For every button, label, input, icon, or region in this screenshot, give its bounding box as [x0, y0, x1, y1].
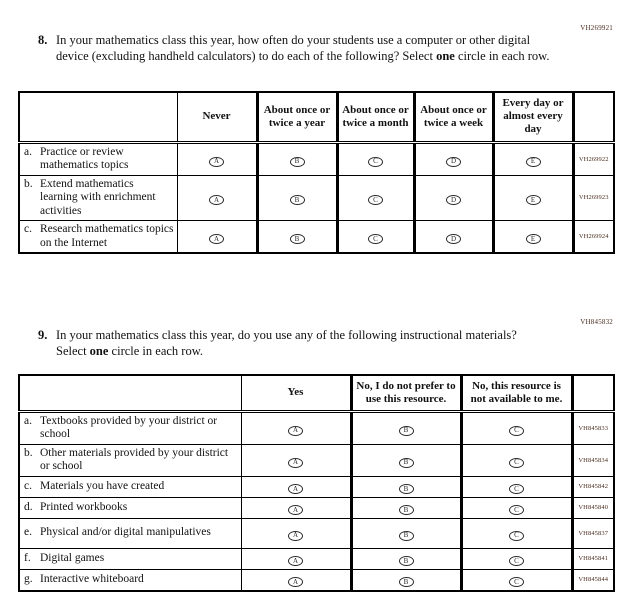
table-row: [19, 569, 614, 591]
answer-cell[interactable]: [351, 497, 461, 518]
answer-oval-b[interactable]: B: [290, 234, 305, 244]
table-9-header-blank: [19, 375, 241, 411]
answer-cell[interactable]: [241, 497, 351, 518]
answer-cell[interactable]: [493, 221, 573, 254]
answer-cell[interactable]: [493, 175, 573, 221]
answer-oval-c[interactable]: C: [509, 426, 524, 436]
table-8-header-blank: [19, 92, 177, 142]
table-row: [19, 221, 614, 254]
question-8-response-table: [18, 91, 615, 254]
answer-cell[interactable]: [461, 548, 572, 569]
row-item-code: VH845840: [572, 497, 614, 518]
answer-cell[interactable]: [241, 569, 351, 591]
question-9-text-end: circle in each row.: [108, 344, 204, 358]
row-label-text: Physical and/or digital manipulatives: [40, 526, 211, 539]
row-label-textbooks: [19, 411, 241, 444]
table-row: [19, 142, 614, 175]
answer-oval-a[interactable]: A: [288, 531, 303, 541]
answer-oval-b[interactable]: B: [399, 484, 414, 494]
table-row: [19, 444, 614, 476]
answer-oval-a[interactable]: A: [288, 505, 303, 515]
answer-cell[interactable]: [241, 476, 351, 497]
row-label-research-internet: [19, 221, 177, 254]
answer-oval-b[interactable]: B: [399, 505, 414, 515]
answer-cell[interactable]: [461, 569, 572, 591]
row-letter: b.: [24, 177, 33, 190]
answer-oval-e[interactable]: E: [526, 157, 541, 167]
answer-cell[interactable]: [461, 444, 572, 476]
row-letter: f.: [24, 551, 31, 564]
row-item-code: VH845841: [572, 548, 614, 569]
answer-oval-d[interactable]: D: [446, 195, 461, 205]
answer-cell[interactable]: [241, 411, 351, 444]
answer-oval-d[interactable]: D: [446, 157, 461, 167]
answer-cell[interactable]: [351, 548, 461, 569]
answer-cell[interactable]: [241, 518, 351, 548]
row-letter: d.: [24, 500, 33, 513]
row-label-text: Interactive whiteboard: [40, 572, 144, 585]
answer-oval-e[interactable]: E: [526, 234, 541, 244]
table-9-header-no-prefer: No, I do not prefer to use this resource.: [351, 375, 461, 411]
row-letter: c.: [24, 223, 32, 235]
row-letter: a.: [24, 145, 32, 158]
question-8-prompt: [38, 32, 550, 64]
question-8-number: 8.: [38, 33, 48, 47]
row-label-text: Other materials provided by your district or school: [40, 446, 229, 472]
answer-oval-c[interactable]: C: [509, 531, 524, 541]
row-item-code: VH845842: [572, 476, 614, 497]
answer-cell[interactable]: [241, 548, 351, 569]
row-label-text: Extend mathematics learning with enrichment activities: [40, 177, 156, 217]
answer-oval-c[interactable]: C: [509, 458, 524, 468]
answer-cell[interactable]: [351, 569, 461, 591]
table-row: [19, 548, 614, 569]
table-row: [19, 411, 614, 444]
answer-cell[interactable]: [351, 518, 461, 548]
answer-oval-a[interactable]: A: [209, 157, 224, 167]
answer-cell[interactable]: [257, 142, 337, 175]
answer-cell[interactable]: [337, 221, 414, 254]
table-row: [19, 175, 614, 221]
table-row: [19, 518, 614, 548]
question-8-item-code: VH269921: [580, 24, 613, 32]
row-label-text: Printed workbooks: [40, 500, 128, 513]
answer-oval-c[interactable]: C: [368, 157, 383, 167]
answer-cell[interactable]: [337, 142, 414, 175]
question-8-bold-word: one: [436, 49, 455, 63]
table-9-header-yes: Yes: [241, 375, 351, 411]
question-9-number: 9.: [38, 328, 48, 342]
answer-cell[interactable]: [414, 175, 493, 221]
answer-cell[interactable]: [337, 175, 414, 221]
question-8-text-start: In your mathematics class this year, how often do your students use a computer or other digital device (excluding handheld calculators) to do each of the following? Select: [56, 33, 531, 63]
row-item-code: VH269924: [573, 221, 614, 254]
row-label-extend-learning: [19, 175, 177, 221]
answer-oval-a[interactable]: A: [209, 234, 224, 244]
answer-cell[interactable]: [461, 476, 572, 497]
row-label-text: Materials you have created: [40, 479, 165, 492]
row-label-materials-created: [19, 476, 241, 497]
row-item-code: VH269923: [573, 175, 614, 221]
row-label-printed-workbooks: [19, 497, 241, 518]
question-9-text-start: In your mathematics class this year, do you use any of the following instructional materials? Select: [56, 328, 517, 358]
answer-oval-b[interactable]: B: [290, 157, 305, 167]
answer-oval-b[interactable]: B: [290, 195, 305, 205]
answer-oval-b[interactable]: B: [399, 556, 414, 566]
answer-oval-a[interactable]: A: [288, 577, 303, 587]
answer-oval-b[interactable]: B: [399, 531, 414, 541]
row-label-text: Research mathematics topics on the Internet: [40, 223, 174, 249]
row-label-text: Digital games: [40, 551, 105, 564]
answer-oval-e[interactable]: E: [526, 195, 541, 205]
answer-oval-d[interactable]: D: [446, 234, 461, 244]
question-9-prompt: [38, 327, 550, 359]
question-9-bold-word: one: [89, 344, 109, 358]
answer-cell[interactable]: [351, 444, 461, 476]
row-letter: b.: [24, 446, 33, 459]
answer-cell[interactable]: [414, 142, 493, 175]
table-8-header-once-twice-week: About once or twice a week: [414, 92, 493, 142]
question-9-item-code: VH845832: [580, 318, 613, 326]
answer-oval-c[interactable]: C: [368, 195, 383, 205]
table-8-header-once-twice-year: About once or twice a year: [257, 92, 337, 142]
table-9-header-row: [19, 375, 614, 411]
row-letter: c.: [24, 479, 32, 492]
answer-oval-b[interactable]: B: [399, 458, 414, 468]
answer-cell[interactable]: [257, 175, 337, 221]
answer-oval-a[interactable]: A: [288, 458, 303, 468]
answer-cell[interactable]: [257, 221, 337, 254]
answer-oval-b[interactable]: B: [399, 426, 414, 436]
answer-oval-a[interactable]: A: [209, 195, 224, 205]
row-label-other-materials: [19, 444, 241, 476]
answer-oval-c[interactable]: C: [368, 234, 383, 244]
answer-cell[interactable]: [461, 497, 572, 518]
table-row: [19, 497, 614, 518]
row-item-code: VH845844: [572, 569, 614, 591]
row-label-digital-games: [19, 548, 241, 569]
answer-oval-c[interactable]: C: [509, 577, 524, 587]
row-item-code: VH845837: [572, 518, 614, 548]
answer-cell[interactable]: [493, 142, 573, 175]
answer-oval-b[interactable]: B: [399, 577, 414, 587]
answer-cell[interactable]: [241, 444, 351, 476]
row-letter: e.: [24, 526, 32, 539]
table-9-header-code-blank: [572, 375, 614, 411]
table-8-header-never: Never: [177, 92, 257, 142]
answer-cell[interactable]: [414, 221, 493, 254]
answer-oval-a[interactable]: A: [288, 556, 303, 566]
answer-cell[interactable]: [177, 142, 257, 175]
table-8-header-every-day: Every day or almost every day: [493, 92, 573, 142]
answer-cell[interactable]: [351, 411, 461, 444]
table-row: [19, 476, 614, 497]
row-label-manipulatives: [19, 518, 241, 548]
row-item-code: VH845834: [572, 444, 614, 476]
answer-oval-a[interactable]: A: [288, 426, 303, 436]
row-item-code: VH845833: [572, 411, 614, 444]
row-letter: a.: [24, 414, 32, 427]
table-8-header-code-blank: [573, 92, 614, 142]
row-label-text: Practice or review mathematics topics: [40, 145, 129, 171]
row-letter: g.: [24, 572, 33, 585]
answer-oval-c[interactable]: C: [509, 505, 524, 515]
answer-cell[interactable]: [461, 411, 572, 444]
table-9-header-no-available: No, this resource is not available to me.: [461, 375, 572, 411]
answer-cell[interactable]: [177, 175, 257, 221]
table-8-header-once-twice-month: About once or twice a month: [337, 92, 414, 142]
question-8-text-end: circle in each row.: [454, 49, 550, 63]
answer-oval-c[interactable]: C: [509, 484, 524, 494]
answer-oval-c[interactable]: C: [509, 556, 524, 566]
row-label-text: Textbooks provided by your district or school: [40, 414, 218, 440]
row-label-practice-review: [19, 142, 177, 175]
answer-oval-a[interactable]: A: [288, 484, 303, 494]
row-label-interactive-whiteboard: [19, 569, 241, 591]
table-8-header-row: [19, 92, 614, 142]
question-9-response-table: [18, 374, 615, 592]
answer-cell[interactable]: [351, 476, 461, 497]
row-item-code: VH269922: [573, 142, 614, 175]
answer-cell[interactable]: [177, 221, 257, 254]
answer-cell[interactable]: [461, 518, 572, 548]
